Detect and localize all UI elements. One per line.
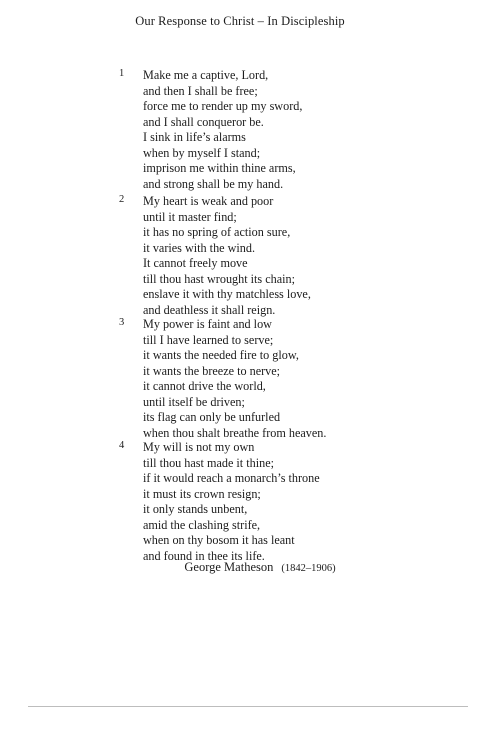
verse-line: and found in thee its life. xyxy=(143,548,265,563)
verse-line: it wants the breeze to nerve; xyxy=(143,363,281,378)
verse-line: I sink in life’s alarms xyxy=(143,130,246,144)
verse-line: when thou shalt breathe from heaven. xyxy=(143,425,327,440)
verse-line: and I shall conqueror be. xyxy=(143,114,264,129)
page-header: Our Response to Christ – In Discipleship xyxy=(135,14,345,28)
verse-number: 2 xyxy=(119,194,125,205)
verse-line: when on thy bosom it has leant xyxy=(143,533,295,547)
verse-line: My will is not my own xyxy=(143,440,255,454)
verse-line: till thou hast wrought its chain; xyxy=(143,271,295,286)
verse-line: till thou hast made it thine; xyxy=(143,455,274,470)
page-bottom-rule xyxy=(28,706,468,707)
verse-number: 3 xyxy=(119,317,125,328)
verse-line: it wants the needed fire to glow, xyxy=(143,348,299,362)
verse-line: it cannot drive the world, xyxy=(143,379,266,393)
verse-line: until it master find; xyxy=(143,209,237,224)
verse-line: if it would reach a monarch’s throne xyxy=(143,471,320,485)
verse-line: and strong shall be my hand. xyxy=(143,176,284,191)
verse-line: enslave it with thy matchless love, xyxy=(143,287,311,301)
verse-line: till I have learned to serve; xyxy=(143,332,274,347)
verse-number: 4 xyxy=(119,440,125,451)
verse-line: it has no spring of action sure, xyxy=(143,225,291,239)
verse-line: My power is faint and low xyxy=(143,317,272,331)
verse-number: 1 xyxy=(119,68,125,79)
verse-line: it varies with the wind. xyxy=(143,240,256,255)
verse-line: its flag can only be unfurled xyxy=(143,410,281,424)
verse-line: it must its crown resign; xyxy=(143,486,261,501)
verse-line: Make me a captive, Lord, xyxy=(143,68,269,82)
verse-line: it only stands unbent, xyxy=(143,502,248,516)
verse-line: until itself be driven; xyxy=(143,394,245,409)
verse-line: My heart is weak and poor xyxy=(143,194,274,208)
verse-line: amid the clashing strife, xyxy=(143,517,261,532)
author-dates: (1842–1906) xyxy=(281,563,336,574)
verse-line: and then I shall be free; xyxy=(143,83,258,98)
author-attribution xyxy=(0,558,480,576)
verse-line: It cannot freely move xyxy=(143,256,248,270)
verse-line: force me to render up my sword, xyxy=(143,99,303,113)
verse-line: imprison me within thine arms, xyxy=(143,161,296,175)
verse-line: when by myself I stand; xyxy=(143,145,261,160)
verse-line: and deathless it shall reign. xyxy=(143,302,276,317)
author-name: George Matheson xyxy=(184,560,274,574)
